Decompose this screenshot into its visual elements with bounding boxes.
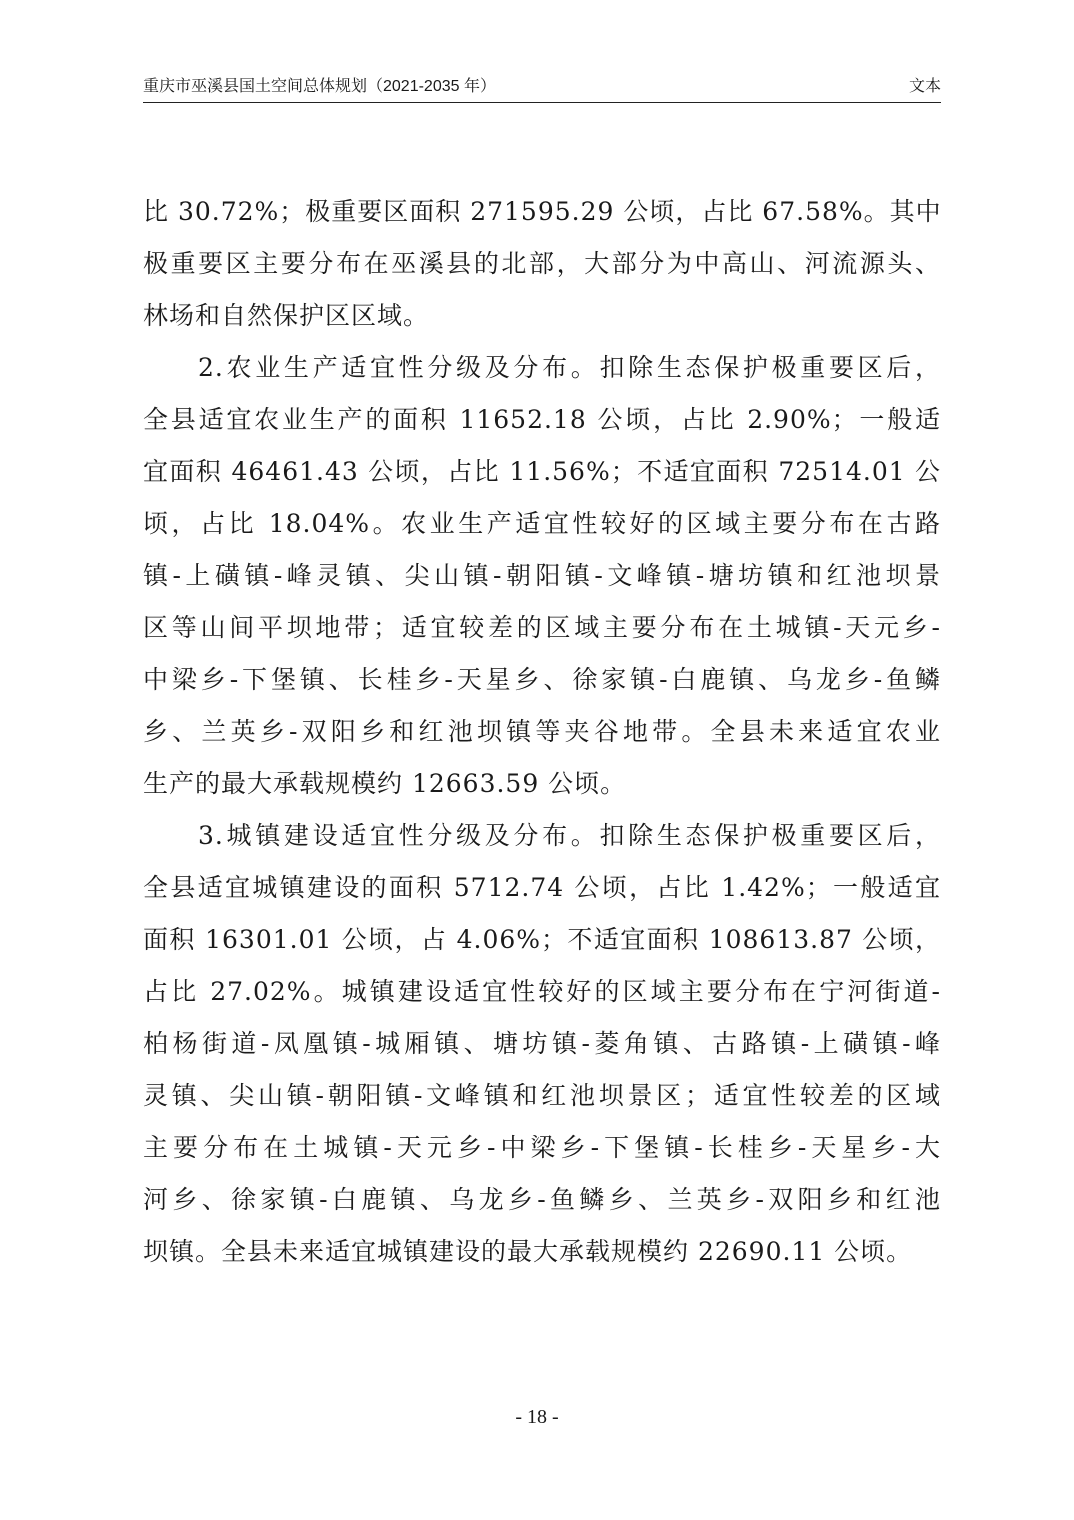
text-line: 林场和自然保护区区域。	[143, 301, 430, 330]
page-number: - 18 -	[515, 1406, 559, 1428]
text-line: 河乡、徐家镇-白鹿镇、乌龙乡-鱼鳞乡、兰英乡-双阳乡和红池	[143, 1185, 941, 1214]
section-heading-line: 3.城镇建设适宜性分级及分布。扣除生态保护极重要区后，	[198, 821, 941, 850]
text-line: 顷，占比 18.04%。农业生产适宜性较好的区域主要分布在古路	[143, 509, 941, 538]
text-line: 坝镇。全县未来适宜城镇建设的最大承载规模约 22690.11 公顷。	[143, 1237, 913, 1266]
text-line: 全县适宜城镇建设的面积 5712.74 公顷，占比 1.42%；一般适宜	[143, 873, 941, 902]
text-line: 主要分布在土城镇-天元乡-中梁乡-下堡镇-长桂乡-天星乡-大	[143, 1133, 941, 1162]
document-title: 重庆市巫溪县国土空间总体规划（2021-2035 年）	[143, 78, 496, 95]
text-line: 区等山间平坝地带；适宜较差的区域主要分布在土城镇-天元乡-	[143, 613, 941, 642]
body-text	[143, 186, 941, 1278]
text-line: 全县适宜农业生产的面积 11652.18 公顷，占比 2.90%；一般适	[143, 405, 941, 434]
section-heading-line: 2.农业生产适宜性分级及分布。扣除生态保护极重要区后，	[198, 353, 941, 382]
text-line: 比 30.72%；极重要区面积 271595.29 公顷，占比 67.58%。其中	[143, 197, 942, 226]
text-line: 生产的最大承载规模约 12663.59 公顷。	[143, 769, 627, 798]
text-line: 面积 16301.01 公顷，占 4.06%；不适宜面积 108613.87 公顷，	[143, 925, 941, 954]
document-type-label: 文本	[908, 78, 941, 95]
text-line: 宜面积 46461.43 公顷，占比 11.56%；不适宜面积 72514.01 公	[143, 457, 941, 486]
text-line: 乡、兰英乡-双阳乡和红池坝镇等夹谷地带。全县未来适宜农业	[143, 717, 941, 746]
text-line: 镇-上磺镇-峰灵镇、尖山镇-朝阳镇-文峰镇-塘坊镇和红池坝景	[143, 561, 941, 590]
text-line: 中梁乡-下堡镇、长桂乡-天星乡、徐家镇-白鹿镇、乌龙乡-鱼鳞	[143, 665, 941, 694]
text-line: 极重要区主要分布在巫溪县的北部，大部分为中高山、河流源头、	[143, 249, 941, 278]
text-line: 占比 27.02%。城镇建设适宜性较好的区域主要分布在宁河街道-	[143, 977, 941, 1006]
text-line: 灵镇、尖山镇-朝阳镇-文峰镇和红池坝景区；适宜性较差的区域	[143, 1081, 941, 1110]
page-header	[143, 74, 941, 103]
text-line: 柏杨街道-凤凰镇-城厢镇、塘坊镇-菱角镇、古路镇-上磺镇-峰	[143, 1029, 941, 1058]
